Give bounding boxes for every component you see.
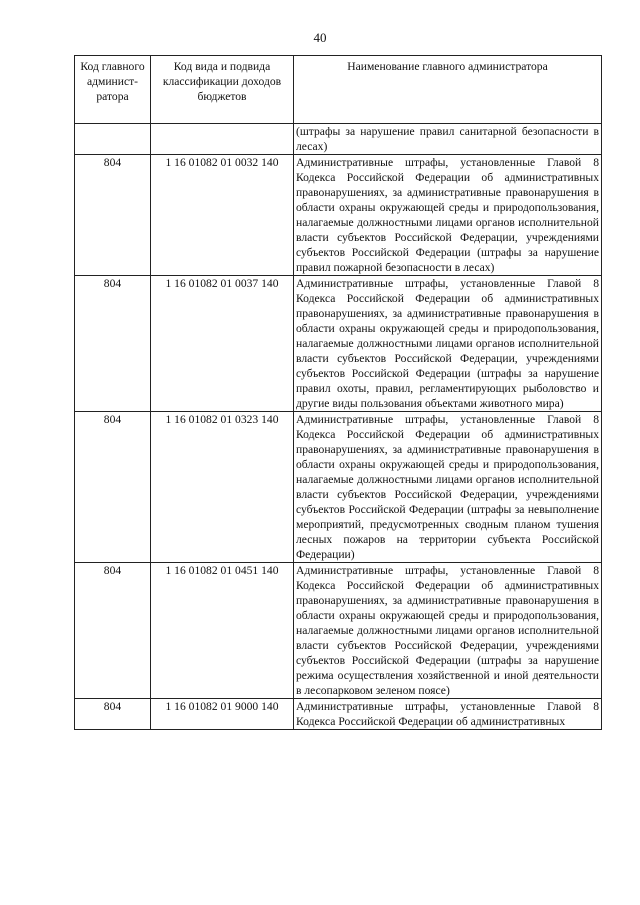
table-row: [75, 124, 602, 155]
table-row: [75, 155, 602, 276]
income-code-cell: [151, 124, 294, 155]
table-row: [75, 563, 602, 699]
description-cell: Административные штрафы, установленные Главой 8 Кодекса Российской Федерации об административных правонарушениях, за административные правонарушения в области охраны окружающей среды и природопользования, налагаемые должностными лицами органов исполнительной власти субъектов Российской Федерации, учреждениями субъектов Российской Федерации (штрафы за нарушение правил охоты, правил, регламентирующих рыболовство и другие виды пользования объектами животного мира): [294, 276, 602, 412]
description-cell: Административные штрафы, установленные Главой 8 Кодекса Российской Федерации об административных правонарушениях, за административные правонарушения в области охраны окружающей среды и природопользования, налагаемые должностными лицами органов исполнительной власти субъектов Российской Федерации, учреждениями субъектов Российской Федерации (штрафы за нарушение режима осуществления хозяйственной и иной деятельности в лесопарковом зеленом поясе): [294, 563, 602, 699]
income-code-cell: 1 16 01082 01 0451 140: [151, 563, 294, 699]
income-code-cell: 1 16 01082 01 9000 140: [151, 699, 294, 730]
income-code-cell: 1 16 01082 01 0323 140: [151, 412, 294, 563]
description-cell: Административные штрафы, установленные Главой 8 Кодекса Российской Федерации об административных: [294, 699, 602, 730]
description-cell: Административные штрафы, установленные Главой 8 Кодекса Российской Федерации об административных правонарушениях, за административные правонарушения в области охраны окружающей среды и природопользования, налагаемые должностными лицами органов исполнительной власти субъектов Российской Федерации, учреждениями субъектов Российской Федерации (штрафы за нарушение правил пожарной безопасности в лесах): [294, 155, 602, 276]
table-row: [75, 412, 602, 563]
description-cell: Административные штрафы, установленные Главой 8 Кодекса Российской Федерации об административных правонарушениях, за административные правонарушения в области охраны окружающей среды и природопользования, налагаемые должностными лицами органов исполнительной власти субъектов Российской Федерации, учреждениями субъектов Российской Федерации (штрафы за невыполнение мероприятий, предусмотренных сводным планом тушения лесных пожаров на территории субъекта Российской Федерации): [294, 412, 602, 563]
admin-code-cell: 804: [75, 276, 151, 412]
admin-code-cell: 804: [75, 155, 151, 276]
table-row: [75, 276, 602, 412]
income-code-cell: 1 16 01082 01 0032 140: [151, 155, 294, 276]
header-admin-code: Код главного админист-ратора: [75, 56, 151, 124]
header-income-code: Код вида и подвида классификации доходов бюджетов: [151, 56, 294, 124]
admin-code-cell: 804: [75, 699, 151, 730]
table-row: [75, 699, 602, 730]
admin-code-cell: 804: [75, 563, 151, 699]
header-admin-name: Наименование главного администратора: [294, 56, 602, 124]
description-cell: (штрафы за нарушение правил санитарной безопасности в лесах): [294, 124, 602, 155]
admin-code-cell: 804: [75, 412, 151, 563]
table-header-row: [75, 56, 602, 124]
page-number: 40: [313, 30, 327, 45]
admin-code-cell: [75, 124, 151, 155]
budget-income-table: [74, 55, 602, 730]
income-code-cell: 1 16 01082 01 0037 140: [151, 276, 294, 412]
